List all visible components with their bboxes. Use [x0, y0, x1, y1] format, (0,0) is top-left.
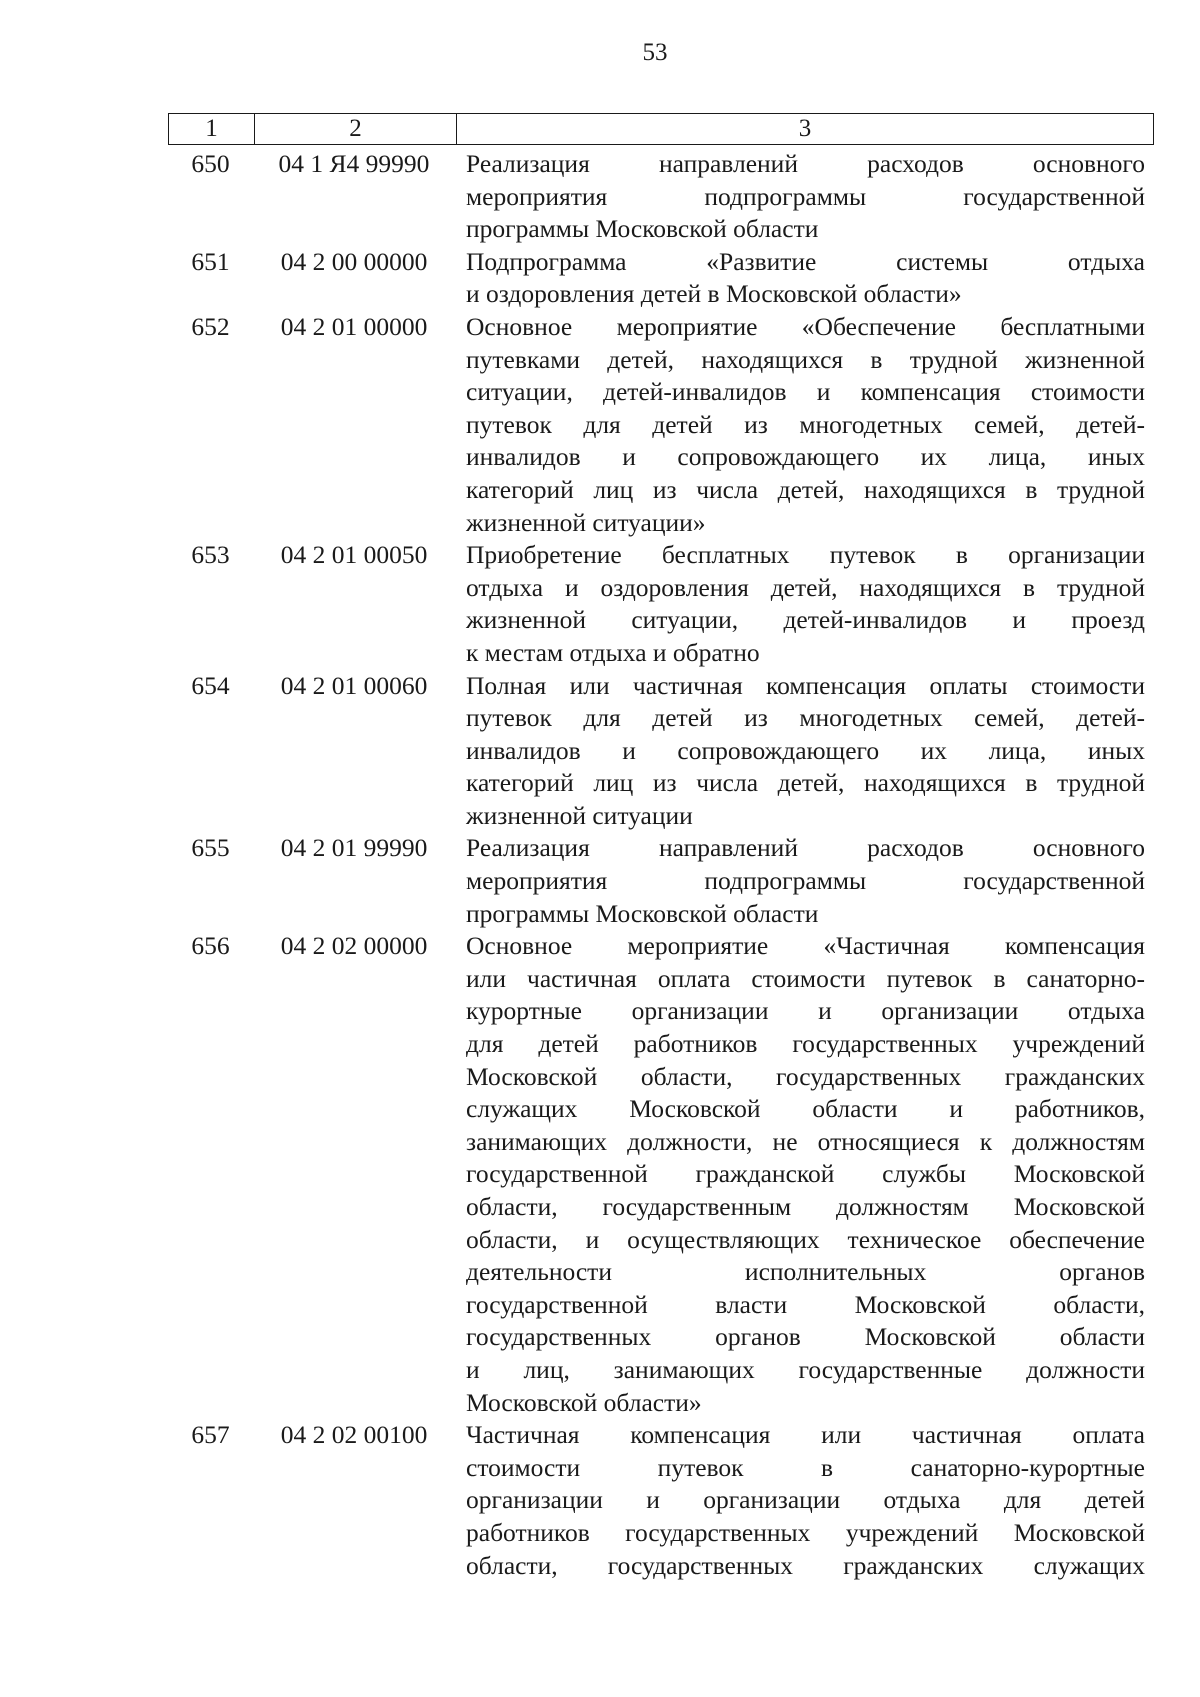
description-line: программы Московской области	[466, 898, 819, 928]
description-line: ситуации, детей-инвалидов и компенсация стоимости	[466, 377, 1145, 407]
description-line: жизненной ситуации»	[466, 507, 706, 537]
description-line: области, государственных гражданских служащих	[466, 1550, 1145, 1580]
description-line: путевок для детей из многодетных семей, детей-	[466, 703, 1145, 733]
description-line: Основное мероприятие «Частичная компенсация	[466, 931, 1145, 961]
table-row	[168, 246, 1154, 311]
table-row	[168, 1419, 1154, 1582]
row-description	[466, 670, 1145, 833]
description-line: категорий лиц из числа детей, находящихся в трудной	[466, 768, 1145, 798]
budget-code: 04 2 01 00050	[280, 540, 428, 570]
column-header-2: 2	[254, 114, 456, 144]
table-row	[168, 670, 1154, 833]
description-line: Реализация направлений расходов основного	[466, 149, 1145, 178]
description-line: и оздоровления детей в Московской области»	[466, 279, 962, 309]
description-line: путевками детей, находящихся в трудной жизненной	[466, 344, 1145, 374]
row-description	[466, 539, 1145, 669]
description-line: путевок для детей из многодетных семей, детей-	[466, 409, 1145, 439]
description-line: отдыха и оздоровления детей, находящихся в трудной	[466, 572, 1145, 602]
row-description	[466, 1419, 1145, 1582]
description-line: государственных органов Московской области	[466, 1322, 1145, 1352]
description-line: Московской области»	[466, 1387, 702, 1417]
description-line: стоимости путевок в санаторно-курортные	[466, 1452, 1145, 1482]
description-line: области, государственным должностям Московской	[466, 1192, 1145, 1221]
row-number: 656	[191, 931, 230, 961]
description-line: программы Московской области	[466, 214, 819, 244]
row-description	[466, 246, 1145, 311]
budget-code: 04 2 02 00100	[280, 1420, 428, 1450]
description-line: Полная или частичная компенсация оплаты стоимости	[466, 670, 1145, 700]
row-number: 654	[191, 670, 230, 700]
budget-code: 04 2 01 99990	[280, 833, 428, 863]
column-header-1: 1	[205, 115, 218, 142]
row-description	[466, 148, 1145, 246]
description-line: служащих Московской области и работников,	[466, 1094, 1145, 1124]
description-line: Приобретение бесплатных путевок в организации	[466, 540, 1145, 570]
table-row	[168, 930, 1154, 1419]
description-line: или частичная оплата стоимости путевок в санаторно-	[466, 963, 1145, 993]
table-row	[168, 148, 1154, 246]
description-line: Частичная компенсация или частичная оплата	[466, 1420, 1145, 1450]
description-line: государственной гражданской службы Московской	[466, 1159, 1145, 1189]
table-row	[168, 832, 1154, 930]
row-number: 651	[191, 246, 230, 276]
description-line: мероприятия подпрограммы государственной	[466, 181, 1145, 211]
table-body	[168, 148, 1154, 1582]
description-line: и лиц, занимающих государственные должности	[466, 1354, 1145, 1384]
table-row	[168, 311, 1154, 539]
description-line: мероприятия подпрограммы государственной	[466, 866, 1145, 896]
row-description	[466, 832, 1145, 930]
description-line: жизненной ситуации, детей-инвалидов и проезд	[466, 605, 1145, 635]
description-line: государственной власти Московской области,	[466, 1289, 1145, 1319]
row-number: 650	[191, 149, 230, 178]
budget-code: 04 2 01 00000	[280, 311, 428, 341]
description-line: категорий лиц из числа детей, находящихся в трудной	[466, 474, 1145, 504]
description-line: области, и осуществляющих техническое обеспечение	[466, 1224, 1145, 1254]
row-number: 655	[191, 833, 230, 863]
row-number: 652	[191, 311, 230, 341]
description-line: Основное мероприятие «Обеспечение бесплатными	[466, 311, 1145, 341]
description-line: работников государственных учреждений Московской	[466, 1517, 1145, 1547]
column-header-3: 3	[456, 114, 1153, 144]
description-line: Реализация направлений расходов основного	[466, 833, 1145, 863]
description-line: Подпрограмма «Развитие системы отдыха	[466, 246, 1145, 276]
description-line: для детей работников государственных учреждений	[466, 1029, 1145, 1059]
description-line: занимающих должности, не относящиеся к должностям	[466, 1126, 1145, 1156]
row-number: 657	[191, 1420, 230, 1450]
description-line: организации и организации отдыха для детей	[466, 1485, 1145, 1515]
description-line: деятельности исполнительных органов	[466, 1257, 1145, 1287]
budget-code: 04 1 Я4 99990	[278, 149, 430, 178]
table-header	[168, 113, 1154, 145]
row-number: 653	[191, 540, 230, 570]
table-row	[168, 539, 1154, 669]
description-line: инвалидов и сопровождающего их лица, иных	[466, 735, 1145, 765]
budget-code: 04 2 00 00000	[280, 246, 428, 276]
description-line: инвалидов и сопровождающего их лица, иных	[466, 442, 1145, 472]
budget-code: 04 2 02 00000	[280, 931, 428, 961]
description-line: Московской области, государственных гражданских	[466, 1061, 1145, 1091]
page-number: 53	[642, 39, 668, 66]
row-description	[466, 311, 1145, 539]
row-description	[466, 930, 1145, 1419]
description-line: к местам отдыха и обратно	[466, 637, 760, 667]
budget-code: 04 2 01 00060	[280, 670, 428, 700]
description-line: жизненной ситуации	[466, 800, 693, 830]
description-line: курортные организации и организации отдыха	[466, 996, 1145, 1026]
